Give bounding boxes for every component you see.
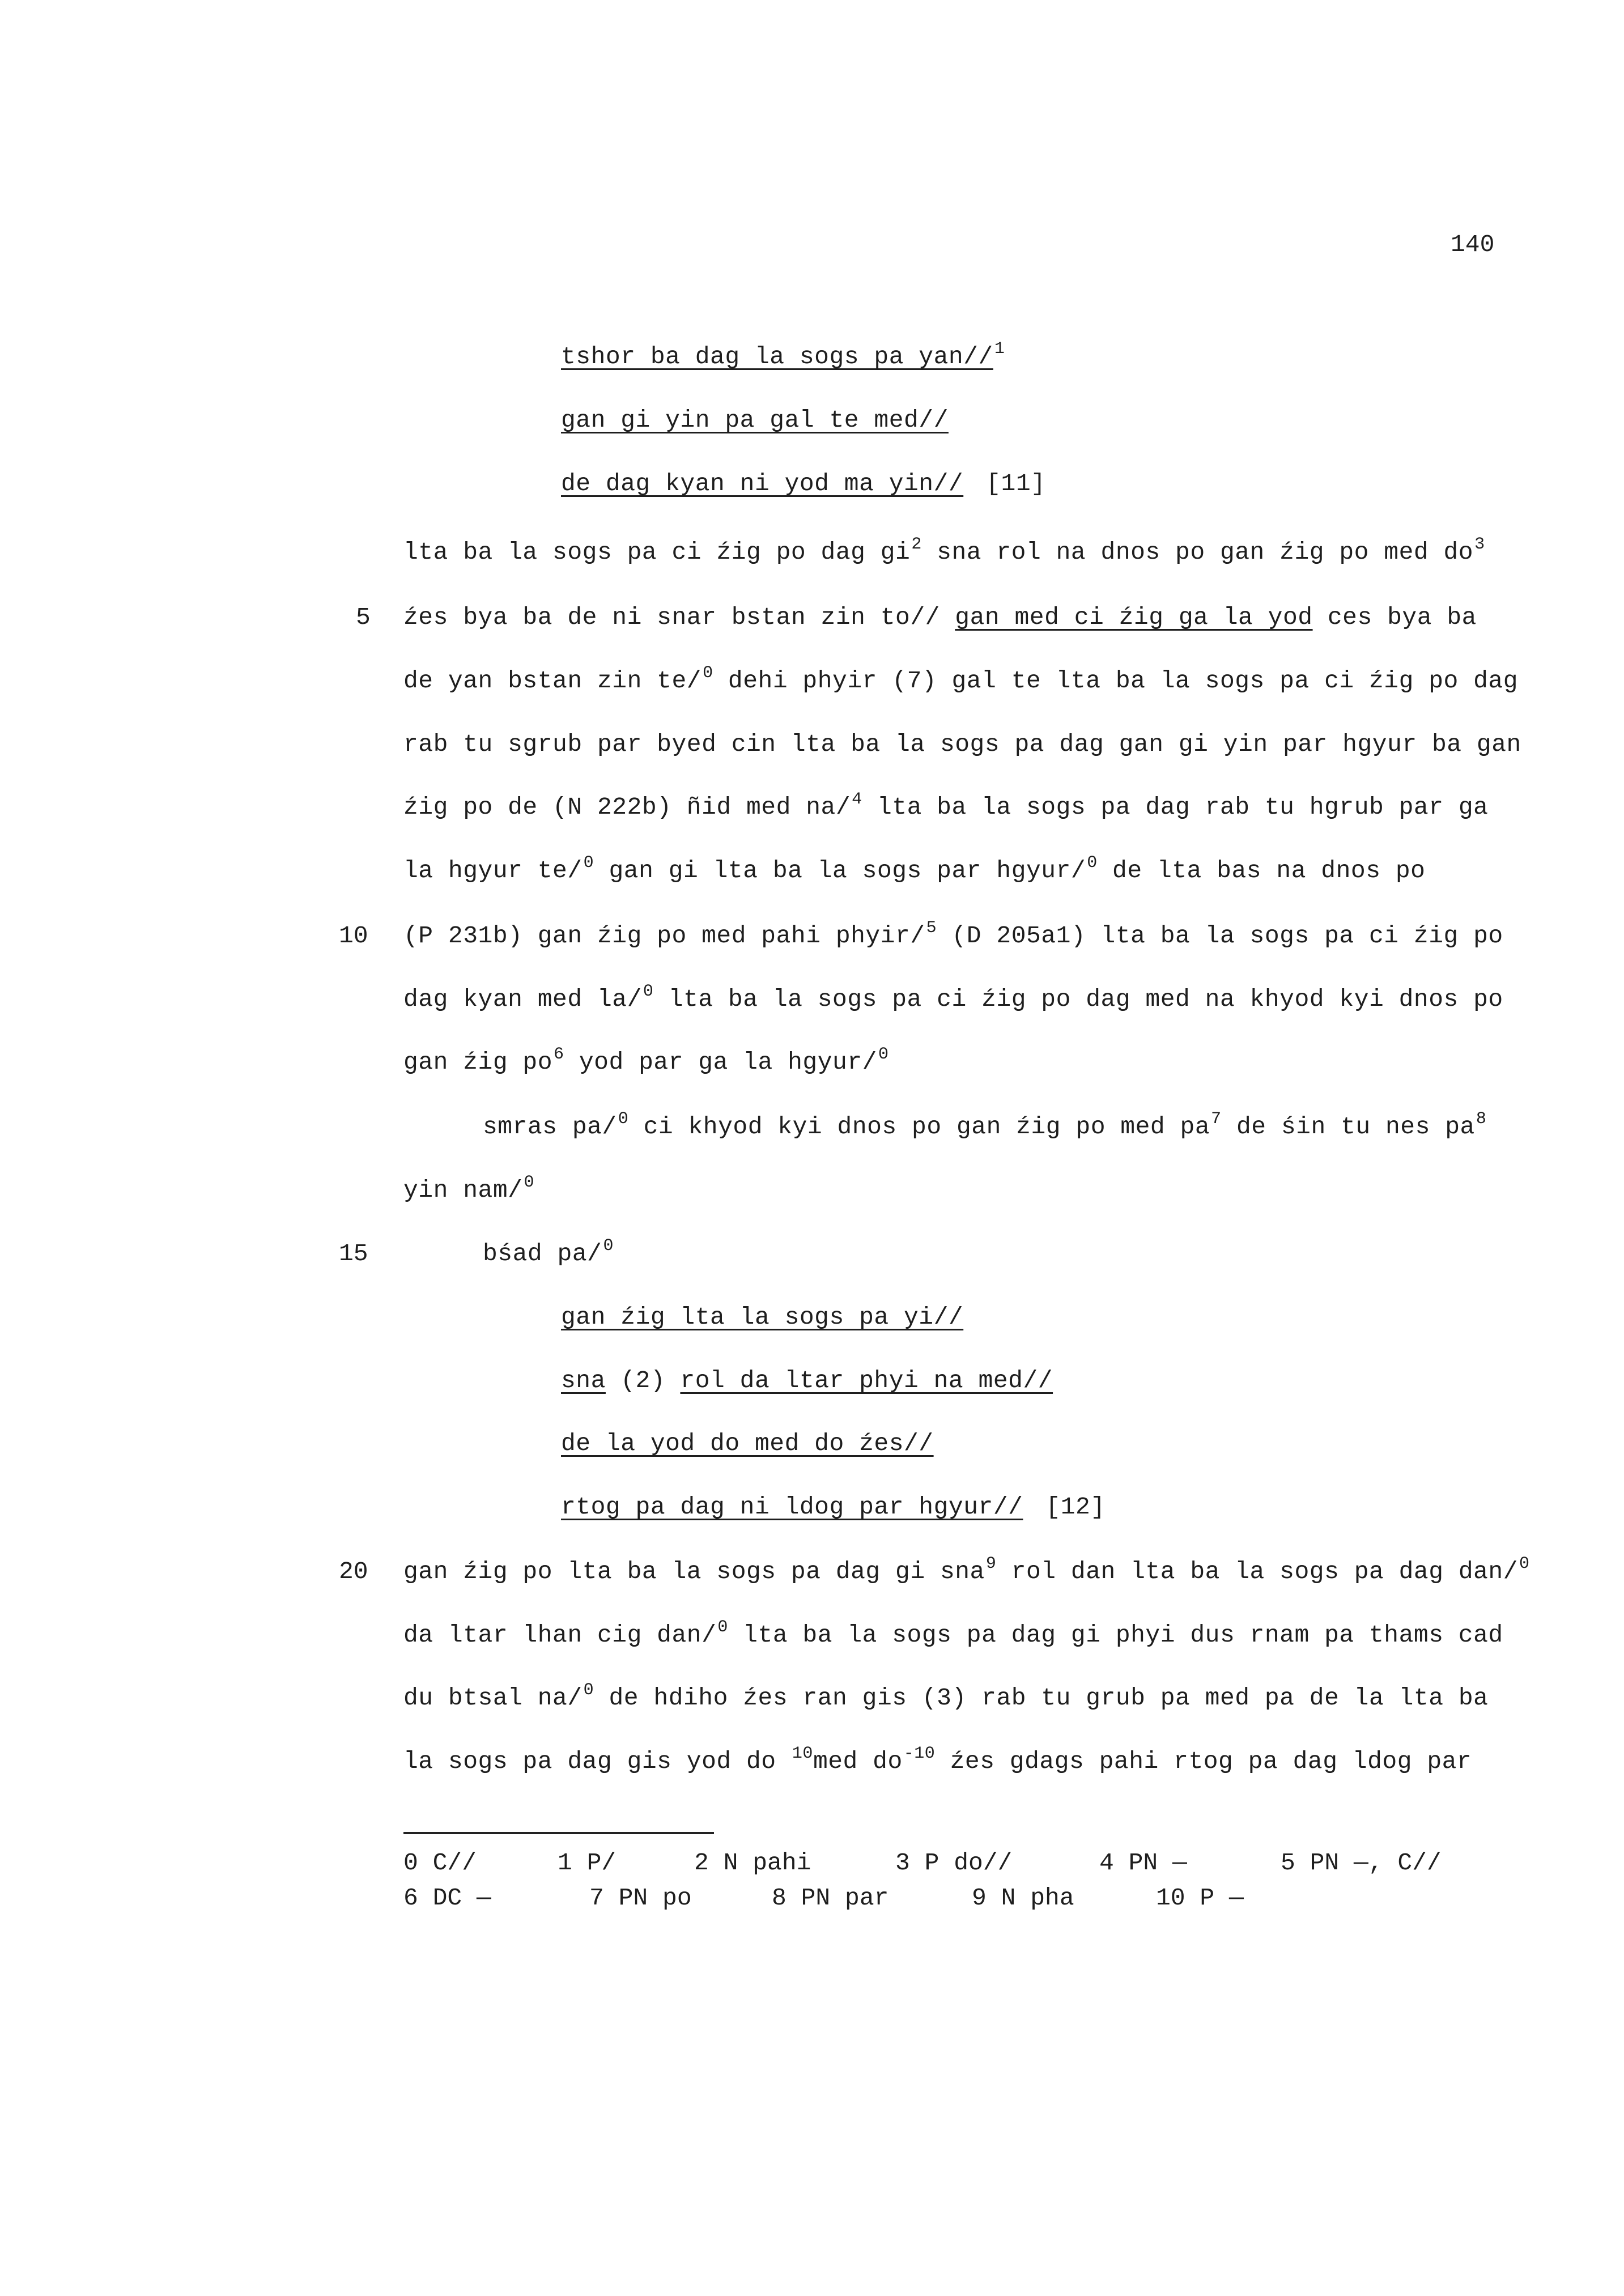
prose-line: (P 231b) gan źig po med pahi phyir/$^5$ (D 205a1) lta ba la sogs pa ci źig po (403, 919, 1503, 950)
page-number: 140 (1451, 231, 1495, 258)
footnote: 2 N pahi (694, 1849, 811, 1877)
prose-line: dag kyan med la/$^0$ lta ba la sogs pa ci źig po dag med na khyod kyi dnos po (403, 982, 1503, 1013)
prose-line: gan źig $po^6$ yod par ga la hgyur/$^0$ (403, 1045, 889, 1076)
verse-2-line-2: sna (2) rol da ltar phyi na med// (561, 1367, 1053, 1394)
footnote: 9 N pha (972, 1884, 1074, 1912)
footnote: 5 PN —, C// (1281, 1849, 1442, 1877)
verse-2-line-4: rtog pa dag ni ldog par hgyur// [12] (561, 1493, 1106, 1521)
footnote: 1 P/ (558, 1849, 617, 1877)
prose-line: da ltar lhan cig dan/$^0$ lta ba la sogs pa dag gi phyi dus rnam pa thams cad (403, 1618, 1503, 1649)
prose-line: lta ba la sogs pa ci źig po dag $gi^2$ sna rol na dnos po gan źig po med $do^3$ (403, 535, 1485, 566)
prose-line: gan źig po lta ba la sogs pa dag gi sna$^9$ rol dan lta ba la sogs pa dag dan/$^0$ (403, 1554, 1530, 1585)
prose-line: źes bya ba de ni snar bstan zin to// gan med ci źig ga la yod ces bya ba (403, 603, 1477, 631)
line-number: 20 (339, 1558, 368, 1585)
prose-line: la sogs pa dag gis yod do $^{10}$med $do^{-10}$ źes gdags pahi rtog pa dag ldog par (403, 1744, 1472, 1775)
reply-line: bśad pa/$^0$ (483, 1236, 614, 1268)
line-number: 15 (339, 1240, 368, 1268)
verse-number: [12] (1045, 1493, 1106, 1521)
footnote: 3 P do// (895, 1849, 1013, 1877)
footnote: 10 P — (1156, 1884, 1244, 1912)
verse-number: [11] (986, 470, 1046, 498)
prose-line: de yan bstan zin te/$^0$ dehi phyir (7) gal te lta ba la sogs pa ci źig po dag (403, 664, 1519, 695)
line-number: 10 (339, 922, 368, 950)
verse-1-line-2: gan gi yin pa gal te med// (561, 406, 949, 434)
footnote: 0 C// (403, 1849, 477, 1877)
footnote: 7 PN po (589, 1884, 692, 1912)
verse-2-line-1: gan źig lta la sogs pa yi// (561, 1303, 964, 1331)
verse-2-line-3: de la yod do med do źes// (561, 1430, 934, 1457)
footnote: 6 DC — (403, 1884, 491, 1912)
objection-line: yin nam/$^0$ (403, 1173, 534, 1204)
prose-line: źig po de (N 222b) ñid med na/$^4$ lta ba la sogs pa dag rab tu hgrub par ga (403, 790, 1489, 821)
prose-line: du btsal na/$^0$ de hdiho źes ran gis (3) rab tu grub pa med pa de la lta ba (403, 1681, 1489, 1712)
footnote: 4 PN — (1099, 1849, 1187, 1877)
prose-line: la hgyur te/$^0$ gan gi lta ba la sogs par hgyur/$^0$ de lta bas na dnos po (403, 853, 1426, 885)
prose-line: rab tu sgrub par byed cin lta ba la sogs pa dag gan gi yin par hgyur ba gan (403, 730, 1521, 758)
footnote: 8 PN par (772, 1884, 889, 1912)
verse-1-line-1: tshor ba dag la sogs pa yan//$^1$ (561, 339, 1005, 371)
objection-line: smras pa/$^0$ ci khyod kyi dnos po gan źig po med $pa^7$ de śin tu nes $pa^8$ (483, 1109, 1487, 1141)
line-number: 5 (356, 603, 371, 631)
verse-1-line-3: de dag kyan ni yod ma yin// [11] (561, 470, 1046, 498)
footnote-rule (403, 1832, 714, 1834)
